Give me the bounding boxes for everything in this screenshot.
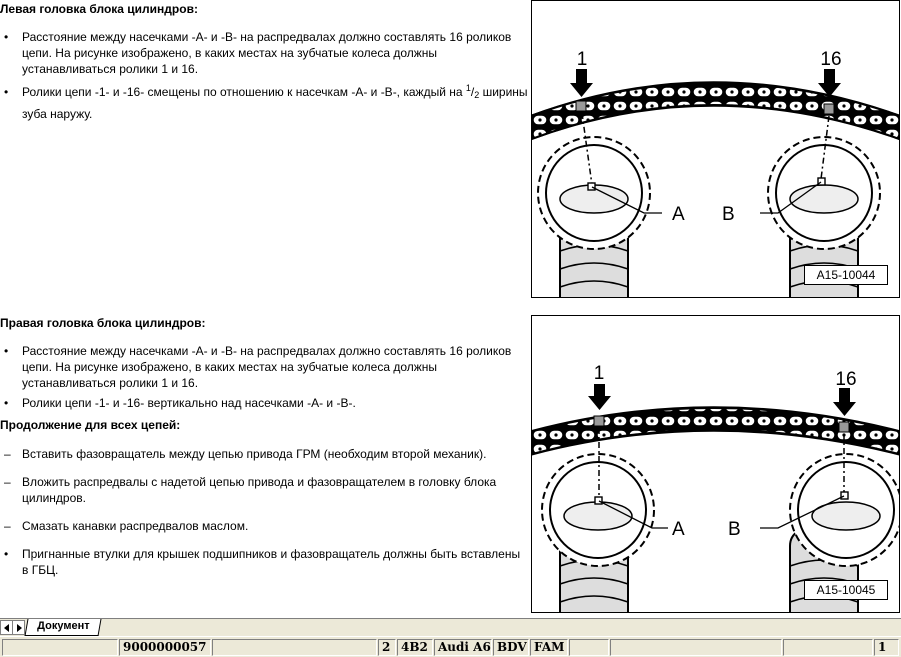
dash-marker: – (4, 519, 11, 533)
list-item (0, 518, 528, 534)
continuation-heading: Продолжение для всех цепей: (0, 418, 181, 432)
camshaft-chain-diagram-right (532, 316, 899, 612)
label-mark-a: A (672, 519, 685, 540)
step-4: Пригнанные втулки для крышек подшипников и фазовращатель должны быть вставлены в ГБЦ. (22, 547, 521, 577)
tab-document[interactable]: Документ (25, 619, 102, 636)
label-roller-16: 16 (820, 49, 842, 70)
bullet-marker: • (4, 85, 9, 99)
label-roller-1: 1 (576, 49, 588, 70)
list-item (0, 546, 528, 578)
list-item (0, 343, 528, 391)
fraction-numerator: 1 (465, 83, 471, 93)
bullet-marker: • (4, 547, 9, 561)
left-head-section (0, 1, 528, 125)
left-head-heading: Левая головка блока цилиндров: (0, 2, 198, 16)
sheet-tab-bar (0, 618, 901, 636)
right-head-heading: Правая головка блока цилиндров: (0, 316, 206, 330)
step-1: Вставить фазовращатель между цепью привода ГРМ (необходим второй механик). (22, 447, 487, 461)
list-item (0, 474, 528, 506)
fraction-denominator: 2 (474, 90, 480, 100)
status-empty-cell (783, 639, 873, 656)
status-empty-cell (212, 639, 377, 656)
status-empty-cell (2, 639, 118, 656)
label-mark-b: B (728, 519, 741, 540)
label-roller-1: 1 (593, 363, 605, 384)
right-bullet-2: Ролики цепи -1- и -16- вертикально над насечками -A- и -B-. (22, 396, 356, 410)
status-page-right: 1 (874, 639, 899, 656)
camshaft-chain-diagram-left (532, 1, 899, 297)
list-item (0, 29, 528, 77)
label-mark-a: A (672, 204, 685, 225)
status-model: Audi A6 (434, 639, 492, 656)
dash-marker: – (4, 447, 11, 461)
right-bullet-1: Расстояние между насечками -A- и -B- на распредвалах должно составлять 16 роликов цепи. На рисунке изображено, в каких местах на зубчатые колеса должны устанавливаться ролики 1 и 16. (22, 344, 512, 390)
list-item (0, 395, 528, 411)
left-bullet-2-end: ширины зуба наружу. (22, 85, 528, 121)
status-doc-number: 9000000057 (119, 639, 211, 656)
figure-tag: A15-10044 (804, 265, 888, 285)
status-code: 4B2 (397, 639, 433, 656)
bullet-marker: • (4, 396, 9, 410)
status-engine-1: BDV (493, 639, 529, 656)
figure-right-head (531, 315, 900, 613)
left-bullet-1: Расстояние между насечками -A- и -B- на распредвалах должно составлять 16 роликов цепи. На рисунке изображено, в каких местах на зубчатые колеса должны устанавливаться ролики 1 и 16. (22, 30, 512, 76)
status-page: 2 (378, 639, 396, 656)
step-3: Смазать канавки распредвалов маслом. (22, 519, 249, 533)
label-roller-16: 16 (835, 369, 857, 390)
right-head-section (0, 315, 528, 578)
status-bar (0, 636, 901, 657)
figure-tag: A15-10045 (804, 580, 888, 600)
dash-marker: – (4, 475, 11, 489)
tab-next-button[interactable] (12, 620, 25, 635)
label-mark-b: B (722, 204, 735, 225)
status-engine-2: FAM (530, 639, 568, 656)
list-item: • Ролики цепи -1- и -16- смещены по отношению к насечкам -A- и -B-, каждый на $^1/_2$ ширины зуба наружу. (4, 83, 528, 121)
left-bullet-2-text: Ролики цепи -1- и -16- смещены по отношению к насечкам -A- и -B-, каждый на (22, 85, 463, 99)
status-empty-cell (610, 639, 782, 656)
bullet-marker: • (4, 30, 9, 44)
bullet-marker: • (4, 344, 9, 358)
status-empty-cell (569, 639, 609, 656)
list-item (0, 446, 528, 462)
step-2: Вложить распредвалы с надетой цепью привода и фазовращателем в головку блока цилиндров. (22, 475, 497, 505)
figure-left-head (531, 0, 900, 298)
